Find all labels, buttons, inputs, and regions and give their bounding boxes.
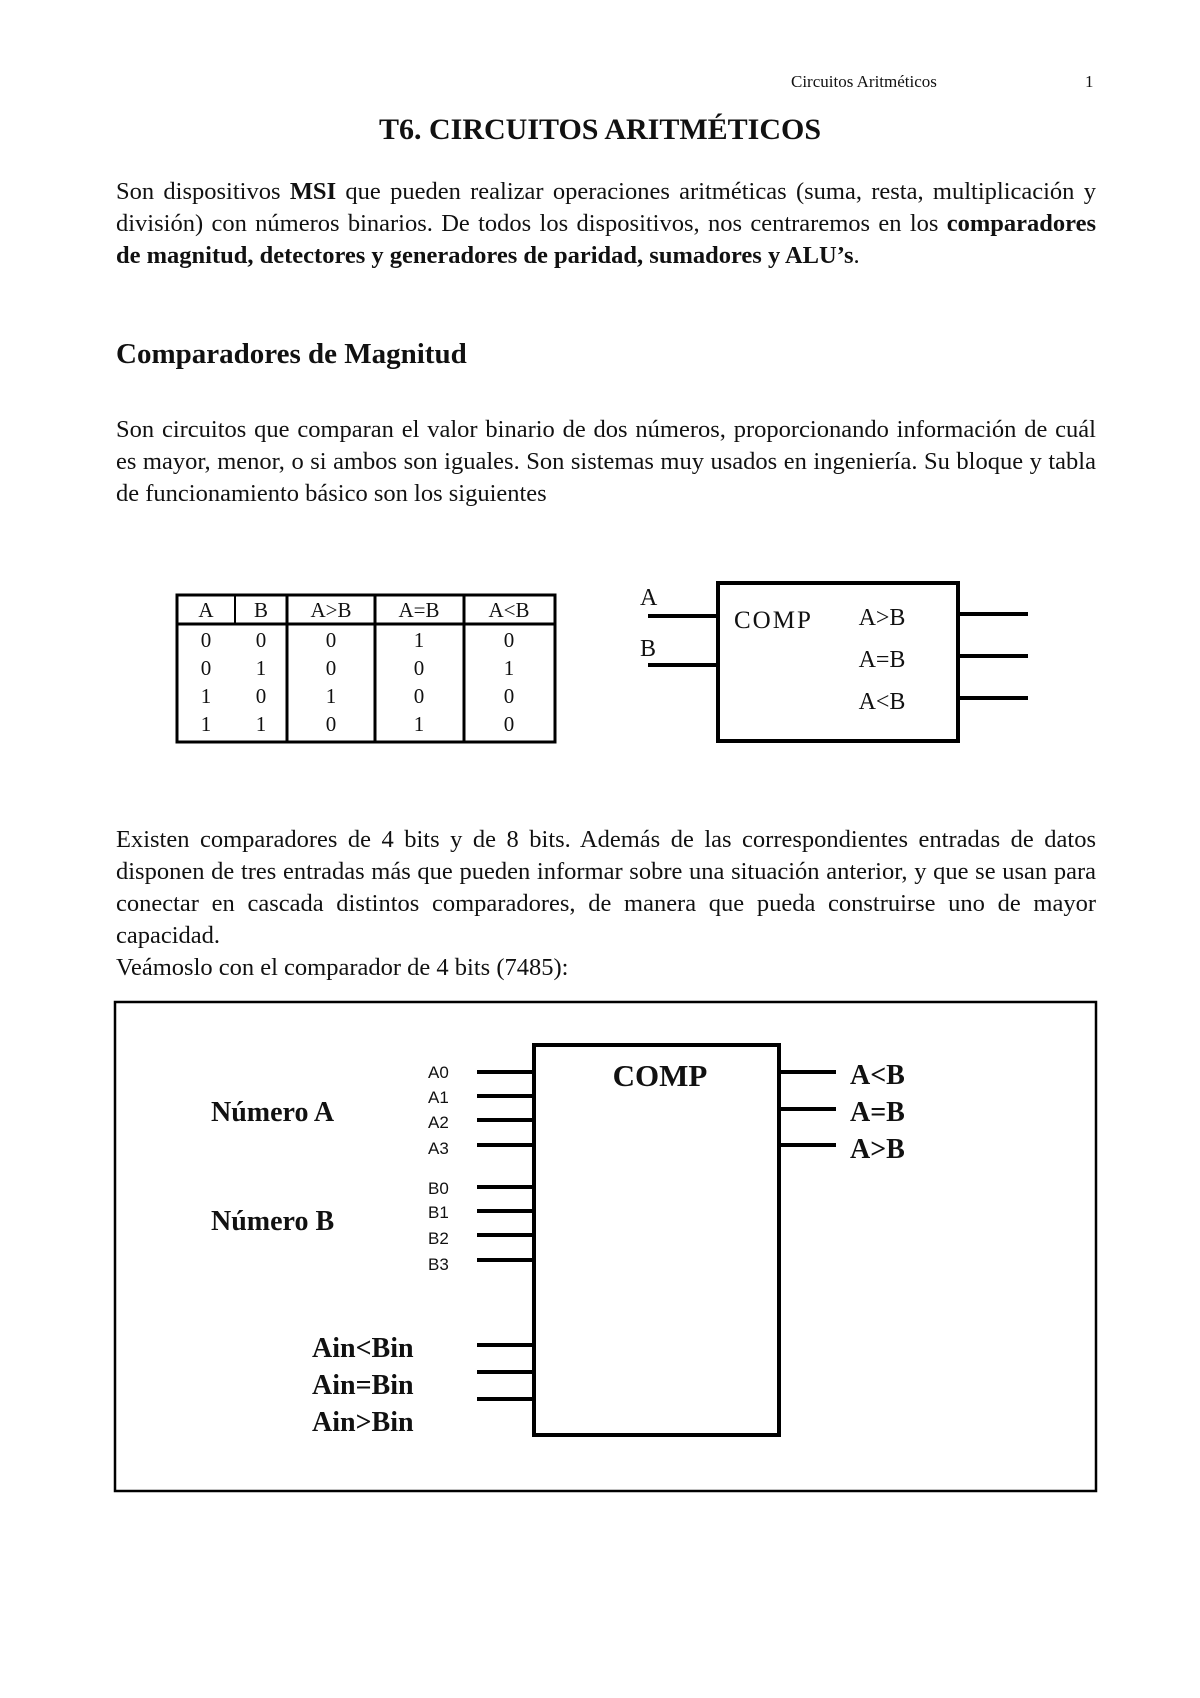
example-paragraph: Veámoslo con el comparador de 4 bits (7485): [116, 954, 569, 981]
intro-text-2: que pueden realizar operaciones aritméticas (suma, resta, multiplicación y división) con números binarios. De todos los dispositivos, nos centraremos en los [116, 178, 1096, 237]
table-cell: 0 [503, 712, 515, 736]
pin-a2: A2 [428, 1113, 449, 1132]
page-number: 1 [1085, 72, 1094, 91]
comp7485-output-lt: A<B [850, 1060, 905, 1091]
table-cell: 0 [255, 628, 267, 652]
cascade-input-gt: Ain>Bin [312, 1407, 414, 1438]
table-cell: 0 [325, 656, 337, 680]
table-cell: 1 [255, 712, 267, 736]
table-header-cell: A [198, 598, 214, 622]
section-paragraph: Son circuitos que comparan el valor binario de dos números, proporcionando información de cuál es mayor, menor, o si ambos son iguales. Son sistemas muy usados en ingeniería. Su bloque y tabla de funcionamiento básico son los siguientes [116, 416, 1096, 507]
table-cell: 0 [413, 684, 425, 708]
table-header-cell: A>B [310, 598, 352, 622]
table-cell: 0 [325, 628, 337, 652]
header-title: Circuitos Aritméticos [791, 72, 937, 91]
cascade-paragraph: Existen comparadores de 4 bits y de 8 bits. Además de las correspondientes entradas de datos disponen de tres entradas más que pueden informar sobre una situación anterior, y que se usan para conectar en cascada distintos comparadores, de manera que pueda construirse uno de mayor capacidad. [116, 826, 1096, 949]
cascade-input-lt: Ain<Bin [312, 1333, 414, 1364]
simple-input-a: A [640, 585, 658, 611]
simple-input-b: B [640, 636, 657, 662]
table-cell: 1 [200, 684, 212, 708]
section-heading: Comparadores de Magnitud [116, 338, 467, 370]
table-cell: 0 [413, 656, 425, 680]
pin-b0: B0 [428, 1179, 449, 1198]
truth-table [177, 595, 555, 742]
table-cell: 0 [255, 684, 267, 708]
table-cell: 0 [503, 684, 515, 708]
table-cell: 0 [325, 712, 337, 736]
comp7485-output-eq: A=B [850, 1097, 905, 1128]
table-header-cell: A<B [488, 598, 530, 622]
intro-bold-msi: MSI [289, 178, 337, 205]
pin-a3: A3 [428, 1139, 449, 1158]
pin-b3: B3 [428, 1255, 449, 1274]
simple-comp-label: COMP [734, 607, 813, 634]
pin-b2: B2 [428, 1229, 449, 1248]
numero-b-label: Número B [211, 1206, 335, 1237]
intro-text-1: Son dispositivos [116, 178, 290, 205]
comp7485-output-gt: A>B [850, 1134, 905, 1165]
intro-text-3: . [853, 242, 860, 269]
simple-output-gt: A>B [858, 605, 906, 631]
pin-a1: A1 [428, 1088, 449, 1107]
numero-a-label: Número A [211, 1097, 335, 1128]
table-cell: 0 [200, 656, 212, 680]
simple-comparator-block [640, 583, 1028, 741]
pin-b1: B1 [428, 1203, 449, 1222]
table-cell: 1 [413, 712, 425, 736]
intro-bold-topics: comparadores de magnitud, detectores y generadores de paridad, sumadores y ALU’s [116, 210, 1096, 269]
table-cell: 1 [255, 656, 267, 680]
table-header-cell: B [253, 598, 269, 622]
table-cell: 0 [503, 628, 515, 652]
simple-output-eq: A=B [858, 647, 906, 673]
table-cell: 1 [503, 656, 515, 680]
simple-output-lt: A<B [858, 689, 906, 715]
table-cell: 1 [413, 628, 425, 652]
page-title: T6. CIRCUITOS ARITMÉTICOS [378, 113, 822, 146]
table-header-cell: A=B [398, 598, 440, 622]
table-cell: 1 [200, 712, 212, 736]
table-cell: 0 [200, 628, 212, 652]
comparator-7485-figure [115, 1002, 1096, 1491]
comp7485-label: COMP [612, 1058, 708, 1093]
pin-a0: A0 [428, 1063, 449, 1082]
cascade-input-eq: Ain=Bin [312, 1370, 414, 1401]
table-cell: 1 [325, 684, 337, 708]
